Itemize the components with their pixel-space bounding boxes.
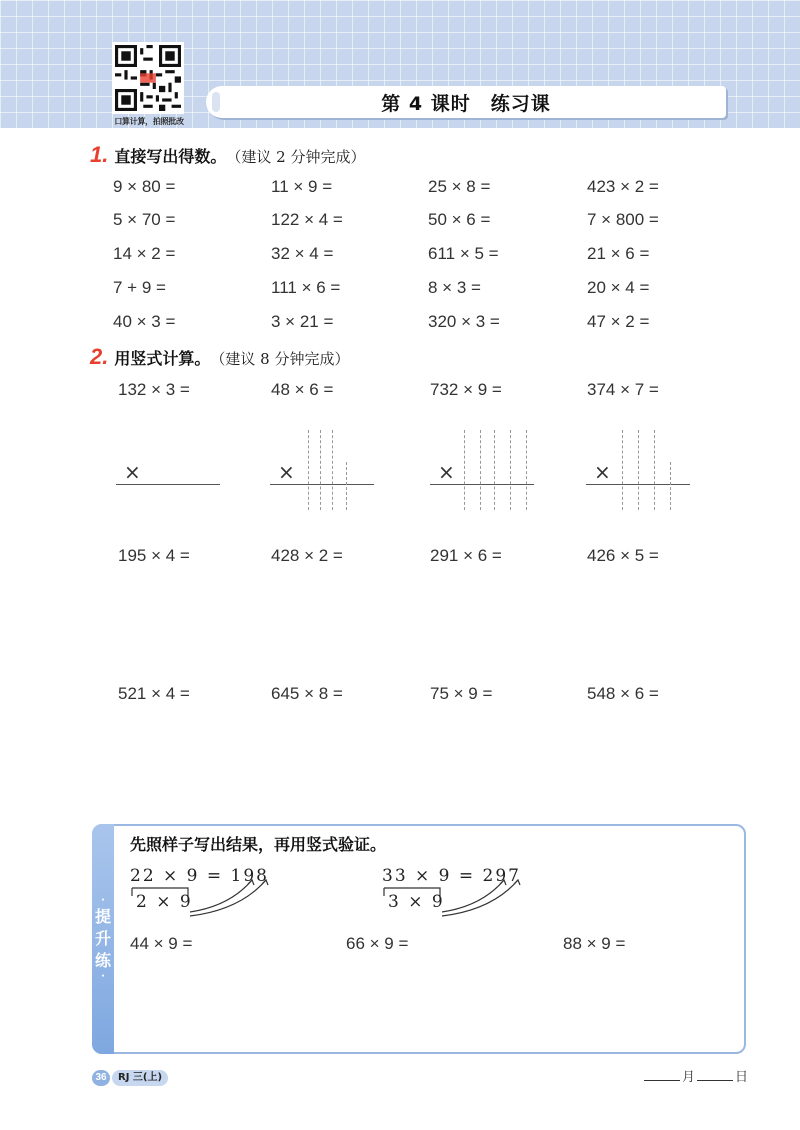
guide-dash: [464, 430, 465, 510]
example-equation: 22 × 9 = 198: [130, 866, 269, 886]
calc-line: [270, 484, 374, 485]
oral-problem[interactable]: 122 × 4 =: [271, 210, 343, 229]
vertical-calc-frame[interactable]: [586, 422, 696, 512]
date-fields: [642, 1066, 748, 1085]
oral-problem[interactable]: 14 × 2 =: [113, 244, 176, 263]
tab-char: 升: [94, 929, 111, 948]
practice-problem[interactable]: 44 × 9 =: [130, 934, 193, 953]
times-sign: ×: [438, 460, 455, 484]
oral-problem[interactable]: 423 × 2 =: [587, 177, 659, 196]
qr-code-icon[interactable]: [112, 42, 184, 114]
guide-dash: [480, 430, 481, 510]
vertical-problem[interactable]: 195 × 4 =: [118, 546, 190, 565]
section2-hint: （建议 8 分钟完成）: [210, 350, 350, 368]
guide-dash: [494, 430, 495, 510]
oral-problem[interactable]: 40 × 3 =: [113, 312, 176, 331]
oral-problem[interactable]: 111 × 6 =: [271, 278, 341, 297]
section1-number: 1.: [90, 142, 109, 167]
page-header: [0, 0, 800, 128]
guide-dash: [320, 430, 321, 510]
oral-problem[interactable]: 21 × 6 =: [587, 244, 650, 263]
times-sign: ×: [594, 460, 611, 484]
calc-line: [116, 484, 220, 485]
oral-problem[interactable]: 8 × 3 =: [428, 278, 481, 297]
tab-char: 练: [94, 951, 111, 970]
oral-problem[interactable]: 20 × 4 =: [587, 278, 650, 297]
qr-code-graphic: [115, 45, 181, 111]
oral-problem[interactable]: 47 × 2 =: [587, 312, 650, 331]
vertical-problem[interactable]: 75 × 9 =: [430, 684, 493, 703]
guide-dash: [622, 430, 623, 510]
practice-title: 先照样子写出结果，再用竖式验证。: [130, 835, 387, 854]
tab-char: 提: [94, 907, 111, 926]
vertical-problem[interactable]: 132 × 3 =: [118, 380, 190, 399]
qr-caption: 口算计算，拍照批改: [114, 117, 184, 126]
oral-problem[interactable]: 25 × 8 =: [428, 177, 491, 196]
oral-problem[interactable]: 5 × 70 =: [113, 210, 176, 229]
practice-problem[interactable]: 66 × 9 =: [346, 934, 409, 953]
guide-dash: [526, 430, 527, 510]
day-label: 日: [735, 1070, 749, 1085]
oral-problem[interactable]: 32 × 4 =: [271, 244, 334, 263]
month-label: 月: [682, 1070, 696, 1085]
section1-hint: （建议 2 分钟完成）: [226, 148, 366, 166]
vertical-problem[interactable]: 374 × 7 =: [587, 380, 659, 399]
guide-dash: [654, 430, 655, 510]
vertical-problem[interactable]: 548 × 6 =: [587, 684, 659, 703]
vertical-calc-frame[interactable]: [270, 422, 380, 512]
vertical-problem[interactable]: 426 × 5 =: [587, 546, 659, 565]
section1-title: 直接写出得数。: [114, 147, 227, 166]
vertical-problem[interactable]: 48 × 6 =: [271, 380, 334, 399]
page-number: 36: [92, 1070, 110, 1086]
oral-problem[interactable]: 7 × 800 =: [587, 210, 659, 229]
oral-problem[interactable]: 3 × 21 =: [271, 312, 334, 331]
oral-problem[interactable]: 611 × 5 =: [428, 244, 499, 263]
calc-line: [430, 484, 534, 485]
grade-tag: RJ 三(上): [112, 1070, 168, 1086]
example-equation: 33 × 9 = 297: [382, 866, 521, 886]
practice-tab: [92, 824, 114, 1054]
oral-problem[interactable]: 320 × 3 =: [428, 312, 500, 331]
oral-problem[interactable]: 9 × 80 =: [113, 177, 176, 196]
section2-number: 2.: [90, 344, 109, 369]
guide-dash: [308, 430, 309, 510]
tab-dot: ·: [101, 971, 105, 982]
vertical-problem[interactable]: 291 × 6 =: [430, 546, 502, 565]
guide-dash: [670, 462, 671, 510]
practice-problem[interactable]: 88 × 9 =: [563, 934, 626, 953]
vertical-problem[interactable]: 732 × 9 =: [430, 380, 502, 399]
guide-dash: [510, 430, 511, 510]
example-2: [382, 866, 521, 912]
page-title: 第 4 课时 练习课: [381, 92, 551, 115]
oral-problem[interactable]: 11 × 9 =: [271, 177, 333, 196]
section2-heading: [90, 344, 349, 370]
section1-heading: [90, 142, 365, 168]
vertical-problem[interactable]: 521 × 4 =: [118, 684, 190, 703]
example-check: 2 × 9: [136, 892, 193, 912]
oral-problem[interactable]: 50 × 6 =: [428, 210, 491, 229]
times-sign: ×: [124, 460, 141, 484]
vertical-calc-frame[interactable]: [116, 422, 226, 512]
month-blank[interactable]: [644, 1080, 680, 1081]
guide-dash: [332, 430, 333, 510]
example-check: 3 × 9: [388, 892, 445, 912]
vertical-problem[interactable]: 645 × 8 =: [271, 684, 343, 703]
oral-problem[interactable]: 7 + 9 =: [113, 278, 166, 297]
times-sign: ×: [278, 460, 295, 484]
vertical-problem[interactable]: 428 × 2 =: [271, 546, 343, 565]
guide-dash: [346, 462, 347, 510]
guide-dash: [638, 430, 639, 510]
vertical-calc-frame[interactable]: [430, 422, 540, 512]
day-blank[interactable]: [697, 1080, 733, 1081]
example-1: [130, 866, 269, 912]
section2-title: 用竖式计算。: [114, 349, 211, 368]
lesson-title-bar: [206, 86, 726, 118]
tab-dot: ·: [101, 895, 105, 906]
